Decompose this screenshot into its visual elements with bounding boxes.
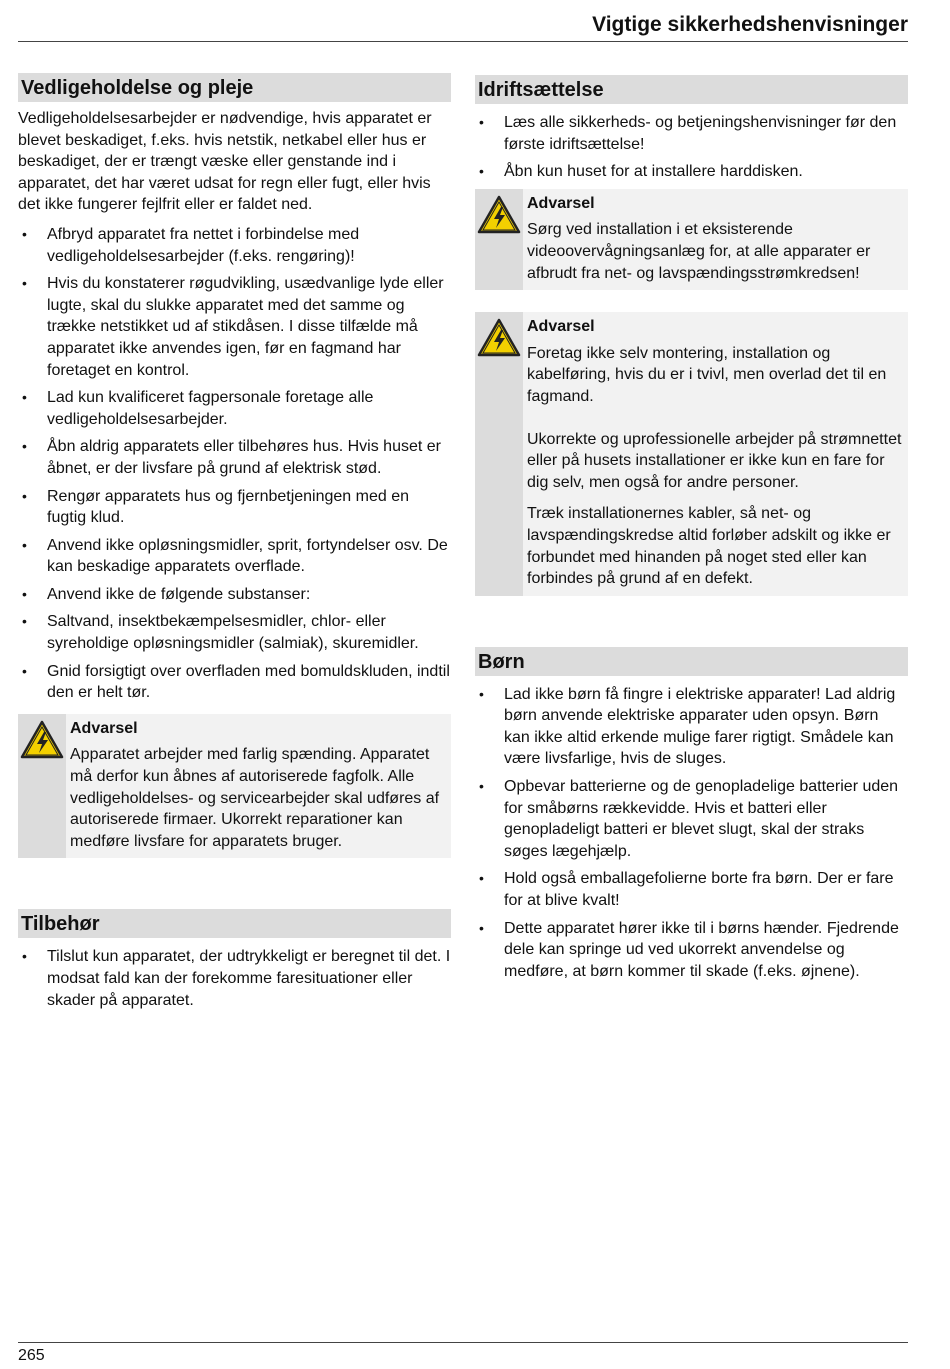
warning-body-paragraph: Ukorrekte og uprofessionelle arbejder på strømnettet eller på husets installationer er ikke kun en fare for dig selv, men også for andre personer. <box>527 430 902 491</box>
warning-title: Advarsel <box>527 318 595 336</box>
accessories-bullet-list <box>18 946 451 1011</box>
list-item: • Dette apparatet hører ikke til i børns hænder. Fjedrende dele kan springe ud ved ukorrekt anvendelse og medføre, at børn kommer til skade (f.eks. øjnene). <box>475 918 908 983</box>
list-item: • Åbn aldrig apparatets eller tilbehøres hus. Hvis huset er åbnet, er der livsfare på grund af elektrisk stød. <box>18 436 451 479</box>
section-heading-commissioning: Idriftsættelse <box>475 75 908 104</box>
list-item: • Anvend ikke opløsningsmidler, sprit, fortyndelser osv. De kan beskadige apparatets overflade. <box>18 535 451 578</box>
list-item: • Tilslut kun apparatet, der udtrykkeligt er beregnet til det. I modsat fald kan der forekomme faresituationer eller skader på apparatet. <box>18 946 451 1011</box>
list-item: • Gnid forsigtigt over overfladen med bomuldskluden, indtil den er helt tør. <box>18 661 451 704</box>
commissioning-bullet-list <box>475 112 908 183</box>
warning-icon-cell <box>475 312 523 596</box>
high-voltage-warning-icon <box>477 318 521 358</box>
list-item: • Rengør apparatets hus og fjernbetjeningen med en fugtig klud. <box>18 486 451 529</box>
warning-body: Apparatet arbejder med farlig spænding. Apparatet må derfor kun åbnes af autoriserede fagfolk. Alle vedligeholdelses- og servicearbejder skal udføres af autoriserede firmaer. Ukorrekt reparationer kan medføre livsfare for apparatets bruger. <box>70 746 440 850</box>
list-item: • Læs alle sikkerheds- og betjeningshenvisninger før den første idriftsættelse! <box>475 112 908 155</box>
warning-text <box>523 312 908 596</box>
high-voltage-warning-icon <box>20 720 64 760</box>
warning-icon-cell <box>18 714 66 859</box>
list-item: • Hold også emballagefolierne borte fra børn. Der er fare for at blive kvalt! <box>475 868 908 911</box>
page-footer <box>18 1342 908 1364</box>
list-item: • Afbryd apparatet fra nettet i forbindelse med vedligeholdelsesarbejder (f.eks. rengøring)! <box>18 224 451 267</box>
section-heading-accessories: Tilbehør <box>18 909 451 938</box>
list-item: • Hvis du konstaterer røgudvikling, usædvanlige lyde eller lugte, skal du slukke apparatet med det samme og trække netstikket ud af stikdåsen. I disse tilfælde må apparatet ikke anvendes igen, før en fagmand har foretaget en kontrol. <box>18 273 451 381</box>
list-item: • Opbevar batterierne og de genopladelige batterier uden for småbørns rækkevidde. Hvis et batteri eller genopladeligt batteri er blevet slugt, skal der straks søges lægehjælp. <box>475 776 908 862</box>
warning-icon-cell <box>475 189 523 290</box>
maintenance-bullet-list <box>18 224 451 704</box>
warning-body-paragraph: Foretag ikke selv montering, installation og kabelføring, hvis du er i tvivl, men overlad det til en fagmand. <box>527 344 887 405</box>
warning-text <box>66 714 451 859</box>
warning-title: Advarsel <box>70 719 138 737</box>
list-item: • Saltvand, insektbekæmpelsesmidler, chlor- eller syreholdige opløsningsmidler (salmiak), skuremidler. <box>18 611 451 654</box>
list-item: • Lad ikke børn få fingre i elektriske apparater! Lad aldrig børn anvende elektriske apparater uden opsyn. Børn kan ikke altid erkende mulige farer rigtigt. Smådele kan være livsfarlige, hvis de sluges. <box>475 684 908 770</box>
page-number: 265 <box>18 1347 45 1364</box>
list-item: • Lad kun kvalificeret fagpersonale foretage alle vedligeholdelsesarbejder. <box>18 387 451 430</box>
list-item: • Åbn kun huset for at installere harddisken. <box>475 161 908 183</box>
warning-box-installation <box>475 189 908 290</box>
page-header-title: Vigtige sikkerhedshenvisninger <box>592 13 908 36</box>
list-item: • Anvend ikke de følgende substanser: <box>18 584 451 606</box>
warning-body-paragraph: Træk installationernes kabler, så net- og lavspændingskredse altid forløber adskilt og ikke er forbundet med hinanden på noget sted eller kan forbindes på grund af en defekt. <box>527 505 891 588</box>
page-header <box>18 10 908 42</box>
warning-text <box>523 189 908 290</box>
maintenance-intro: Vedligeholdelsesarbejder er nødvendige, hvis apparatet er blevet beskadiget, f.eks. hvis netstik, netkabel eller hus er beskadiget, der er trængt væske eller genstande ind i apparatet, det har været udsat for regn eller fugt, eller hvis det ikke fungerer fejlfrit eller er faldet ned. <box>18 110 432 214</box>
section-heading-children: Børn <box>475 647 908 676</box>
warning-box-mounting <box>475 312 908 596</box>
children-bullet-list <box>475 684 908 983</box>
left-column <box>18 73 451 1017</box>
warning-body: Sørg ved installation i et eksisterende videoovervågningsanlæg for, at alle apparater er afbrudt fra net- og lavspændingsstrømkredsen! <box>527 221 871 282</box>
section-heading-maintenance: Vedligeholdelse og pleje <box>18 73 451 102</box>
warning-box-maintenance <box>18 714 451 859</box>
right-column <box>475 75 908 988</box>
warning-title: Advarsel <box>527 194 595 212</box>
high-voltage-warning-icon <box>477 195 521 235</box>
